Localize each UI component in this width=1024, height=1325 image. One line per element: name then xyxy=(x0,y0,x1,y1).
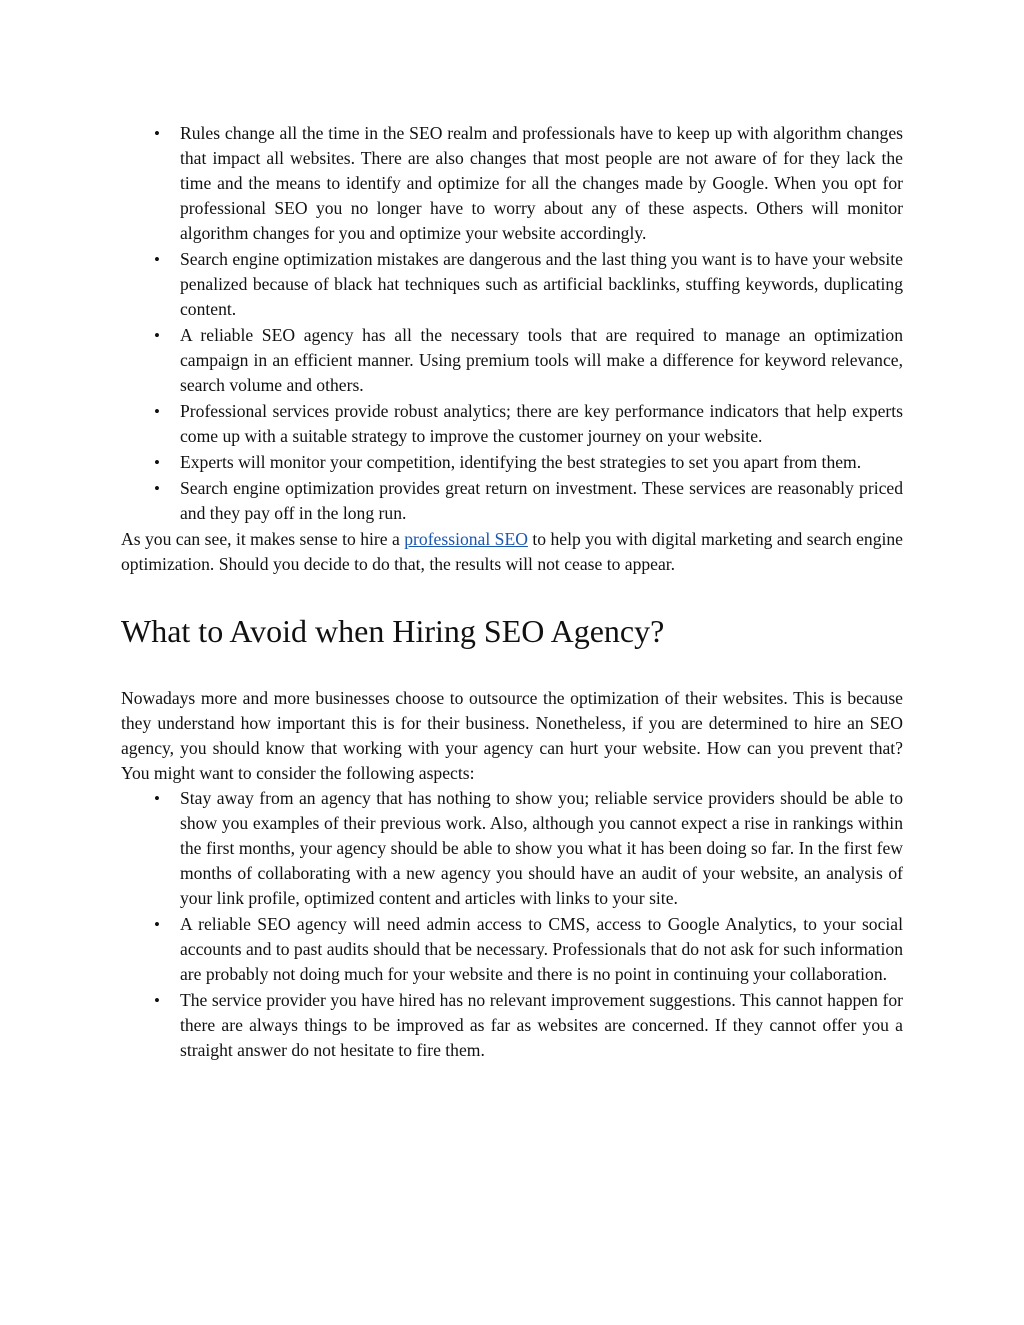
bullet-icon: • xyxy=(154,453,160,472)
bullet-icon: • xyxy=(154,326,160,345)
list-item xyxy=(121,399,903,449)
bullet-icon: • xyxy=(154,915,160,934)
bullet-icon: • xyxy=(154,479,160,498)
list-item xyxy=(121,450,903,475)
list-item xyxy=(121,121,903,246)
list-item-text: Search engine optimization mistakes are dangerous and the last thing you want is to have your website penalized because of black hat techniques such as artificial backlinks, stuffing keywords, duplicating content. xyxy=(180,249,903,319)
list-item xyxy=(121,247,903,322)
list-item-text: Stay away from an agency that has nothing to show you; reliable service providers should be able to show you examples of their previous work. Also, although you cannot expect a rise in rankings within the first months, your agency should be able to show you what it has been doing so far. In the first few months of collaborating with a new agency you should have an audit of your website, an analysis of your link profile, optimized content and articles with links to your site. xyxy=(180,788,903,908)
conclusion-text-start: As you can see, it makes sense to hire a xyxy=(121,529,405,549)
benefits-list xyxy=(121,121,903,526)
list-item xyxy=(121,323,903,398)
list-item-text: Rules change all the time in the SEO realm and professionals have to keep up with algorithm changes that impact all websites. There are also changes that most people are not aware of for they lack the time and the means to identify and optimize for all the changes made by Google. When you opt for professional SEO you no longer have to worry about any of these aspects. Others will monitor algorithm changes for you and optimize your website accordingly. xyxy=(180,123,903,243)
list-item xyxy=(121,476,903,526)
list-item-text: A reliable SEO agency has all the necessary tools that are required to manage an optimization campaign in an efficient manner. Using premium tools will make a difference for keyword relevance, search volume and others. xyxy=(180,325,903,395)
list-item-text: The service provider you have hired has no relevant improvement suggestions. This cannot happen for there are always things to be improved as far as websites are concerned. If they cannot offer you a straight answer do not hesitate to fire them. xyxy=(180,990,903,1060)
list-item-text: Experts will monitor your competition, identifying the best strategies to set you apart from them. xyxy=(180,452,862,472)
bullet-icon: • xyxy=(154,250,160,269)
bullet-icon: • xyxy=(154,789,160,808)
list-item-text: Search engine optimization provides great return on investment. These services are reasonably priced and they pay off in the long run. xyxy=(180,478,903,523)
bullet-icon: • xyxy=(154,124,160,143)
intro-paragraph: Nowadays more and more businesses choose to outsource the optimization of their websites. This is because they understand how important this is for their business. Nonetheless, if you are determined to hire an SEO agency, you should know that working with your agency can hurt your website. How can you prevent that? You might want to consider the following aspects: xyxy=(121,688,903,783)
list-item-text: A reliable SEO agency will need admin access to CMS, access to Google Analytics, to your social accounts and to past audits should that be necessary. Professionals that do not ask for such information are probably not doing much for your website and there is no point in continuing your collaboration. xyxy=(180,914,903,984)
list-item xyxy=(121,988,903,1063)
list-item xyxy=(121,786,903,911)
section-heading: What to Avoid when Hiring SEO Agency? xyxy=(121,613,665,649)
conclusion-text-end: to help you with digital marketing and search engine optimization. Should you decide to do that, the results will not cease to appear. xyxy=(121,529,903,574)
bullet-icon: • xyxy=(154,991,160,1010)
professional-seo-link[interactable]: professional SEO xyxy=(404,529,528,549)
list-item-text: Professional services provide robust analytics; there are key performance indicators that help experts come up with a suitable strategy to improve the customer journey on your website. xyxy=(180,401,903,446)
document-page xyxy=(121,121,903,1064)
list-item xyxy=(121,912,903,987)
avoid-list xyxy=(121,786,903,1063)
bullet-icon: • xyxy=(154,402,160,421)
conclusion-paragraph xyxy=(121,527,903,577)
